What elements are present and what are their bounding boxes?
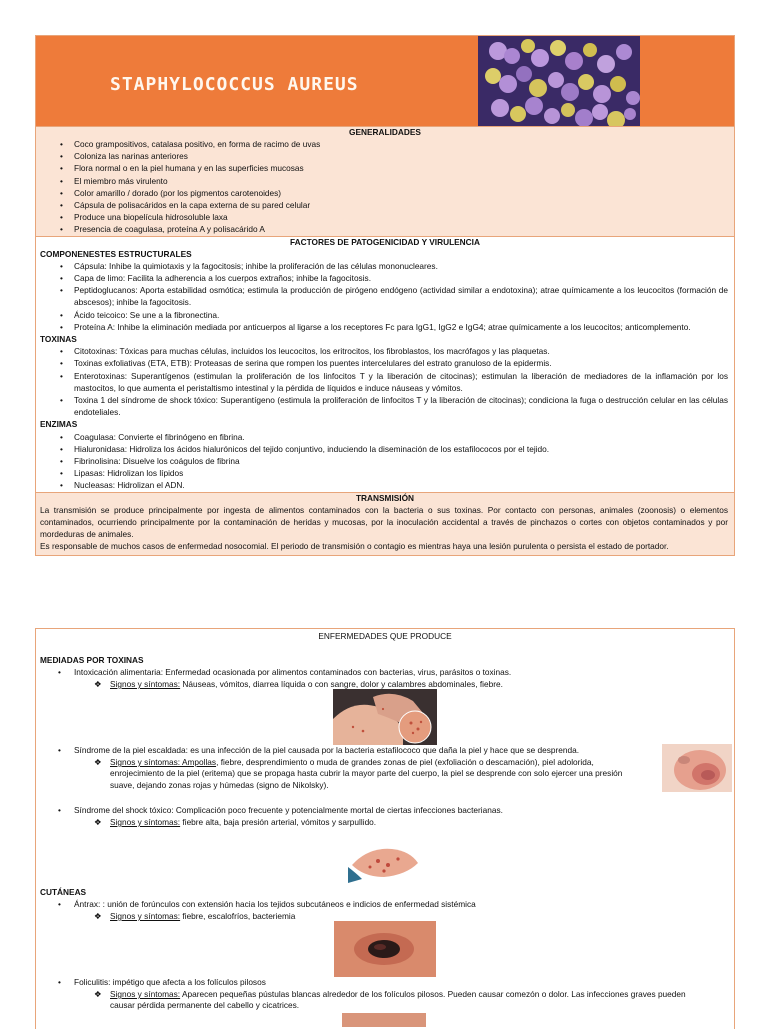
enfermedades-heading: ENFERMEDADES QUE PRODUCE bbox=[318, 631, 452, 641]
list-item: • Coagulasa: Convierte el fibrinógeno en fibrina. bbox=[36, 431, 728, 443]
symptoms-block bbox=[110, 757, 658, 791]
enzimas-heading: ENZIMAS bbox=[40, 419, 78, 430]
signos-label: Signos y síntomas: bbox=[110, 679, 181, 689]
intoxicacion-signos: Náuseas, vómitos, diarrea líquida o con sangre, dolor y calambres abdominales, fiebre. bbox=[180, 679, 503, 689]
diamond-bullet-icon: ❖ bbox=[94, 911, 102, 921]
list-item: • Citotoxinas: Tóxicas para muchas células, incluidos los leucocitos, los eritrocitos, los fibroblastos, los macrófagos y las plaquetas. bbox=[36, 345, 728, 357]
list-item bbox=[36, 899, 734, 911]
piel-signos-line: suave, dejando zonas rojas y húmedas (signo de Nikolsky). bbox=[110, 779, 329, 790]
list-item: • Flora normal o en la piel humana y en las superficies mucosas bbox=[36, 162, 728, 174]
enfermedades-table bbox=[35, 628, 735, 1029]
list-item: • Color amarillo / dorado (por los pigmentos carotenoides) bbox=[36, 187, 728, 199]
info-table bbox=[35, 35, 735, 556]
shock-toxico-title: Síndrome del shock tóxico: Complicación poco frecuente y potencialmente mortal de ciertas infecciones bacterianas. bbox=[74, 805, 503, 815]
title-banner bbox=[36, 36, 734, 126]
foliculitis-title: Foliculitis: impétigo que afecta a los folículos pilosos bbox=[74, 977, 266, 987]
list-item: • Toxinas exfoliativas (ETA, ETB): Proteasas de serina que rompen los puentes intercelulares del estrato granuloso de la epidermis. bbox=[36, 357, 728, 369]
transmision-section bbox=[36, 492, 734, 555]
foliculitis-signos-line: causar pérdida permanente del cabello y cicatrices. bbox=[110, 1000, 300, 1011]
list-item: • Hialuronidasa: Hidroliza los ácidos hialurónicos del tejido conjuntivo, induciendo la diseminación de los estafilococos por el tejido. bbox=[36, 443, 728, 455]
list-item: • Nucleasas: Hidrolizan el ADN. bbox=[36, 479, 728, 491]
list-item bbox=[36, 989, 734, 1013]
list-item: • Enterotoxinas: Superantígenos (estimulan la proliferación de los linfocitos T y la liberación de citocinas); estimulan la liberación de mediadores de la inflamación por los mastocitos, lo que aumenta el peristaltismo intestinal y la pérdida de líquidos e induce náuseas y vómitos. bbox=[36, 370, 728, 394]
factores-section bbox=[36, 236, 734, 492]
signos-label: Signos y síntomas: bbox=[110, 911, 181, 921]
toxinas-mediadas-heading: MEDIADAS POR TOXINAS bbox=[40, 655, 144, 665]
list-item: • Cápsula: Inhibe la quimiotaxis y la fagocitosis; inhibe la proliferación de las células mononucleares. bbox=[36, 260, 728, 272]
factores-heading: FACTORES DE PATOGENICIDAD Y VIRULENCIA bbox=[290, 236, 480, 247]
signos-label: Signos y síntomas: bbox=[110, 989, 181, 999]
toxinas-heading: TOXINAS bbox=[40, 334, 77, 345]
scalded-skin-image bbox=[662, 744, 732, 792]
page-title: STAPHYLOCOCCUS AUREUS bbox=[110, 74, 359, 95]
piel-signos-line: , fiebre, desprendimiento o muda de grandes zonas de piel (exfoliación o descamación), piel adolorida, bbox=[216, 757, 594, 767]
list-item: • Toxina 1 del síndrome de shock tóxico: Superantígeno (estimula la proliferación de linfocitos T y la liberación de citocinas); condiciona la fuga o destrucción celular en las células endoteliales. bbox=[36, 394, 728, 418]
symptoms-line bbox=[110, 911, 295, 922]
transmision-paragraph: La transmisión se produce principalmente por ingesta de alimentos contaminados con la bacteria o sus toxinas. Por contacto con personas, animales (zoonosis) o elementos contaminados, ocurriendo principalmente por la contaminación de heridas y mucosas, por la inoculación accidental a través de pinchazos o cortes con objetos contaminados y por mordeduras de animales. bbox=[40, 504, 728, 540]
hands-rash-image bbox=[333, 689, 437, 745]
shock-signos: fiebre alta, baja presión arterial, vómitos y sarpullido. bbox=[180, 817, 377, 827]
diamond-bullet-icon: ❖ bbox=[94, 817, 102, 827]
signos-label: Signos y síntomas: Ampollas bbox=[110, 757, 217, 767]
bullet-icon: • bbox=[58, 977, 61, 987]
list-item: • Presencia de coagulasa, proteína A y polisacárido A bbox=[36, 223, 728, 235]
list-item: • Capa de limo: Facilita la adherencia a los cuerpos extraños; inhibe la fagocitosis. bbox=[36, 272, 728, 284]
bullet-icon: • bbox=[58, 745, 61, 755]
list-item: • Lipasas: Hidrolizan los lípidos bbox=[36, 467, 728, 479]
generalidades-list bbox=[36, 138, 734, 236]
list-item: • Cápsula de polisacáridos en la capa externa de su pared celular bbox=[36, 199, 728, 211]
cutaneas-heading: CUTÁNEAS bbox=[40, 887, 87, 897]
generalidades-heading: GENERALIDADES bbox=[349, 127, 421, 137]
transmision-paragraph-2: Es responsable de muchos casos de enfermedad nosocomial. El periodo de transmisión o contagio es mientras haya una lesión purulenta o persista el estado de portador. bbox=[40, 541, 669, 552]
list-item bbox=[36, 745, 734, 757]
bullet-icon: • bbox=[58, 805, 61, 815]
list-item: • Coloniza las narinas anteriores bbox=[36, 150, 728, 162]
diamond-bullet-icon: ❖ bbox=[94, 679, 102, 689]
antrax-title: Ántrax: : unión de forúnculos con extensión hacia los tejidos subcutáneos e indicios de enfermedad sistémica bbox=[74, 899, 476, 909]
symptoms-block bbox=[110, 989, 730, 1012]
transmision-heading: TRANSMISIÓN bbox=[355, 492, 415, 503]
list-item: • Ácido teicoico: Se une a la fibronectina. bbox=[36, 309, 728, 321]
list-item: • Produce una biopelícula hidrosoluble laxa bbox=[36, 211, 728, 223]
piel-escaldada-title: Síndrome de la piel escaldada: es una infección de la piel causada por la bacteria estafilococo que daña la piel y hace que se desprenda. bbox=[74, 745, 580, 755]
list-item bbox=[36, 977, 734, 989]
enzimas-list bbox=[36, 431, 734, 492]
componentes-heading: COMPONENESTES ESTRUCTURALES bbox=[40, 248, 192, 259]
diamond-bullet-icon: ❖ bbox=[94, 989, 102, 999]
antrax-signos: fiebre, escalofríos, bacteriemia bbox=[180, 911, 296, 921]
generalidades-section bbox=[36, 126, 734, 236]
bullet-icon: • bbox=[58, 899, 61, 909]
folliculitis-image bbox=[342, 1013, 426, 1027]
bacteria-micrograph-image bbox=[478, 36, 640, 126]
list-item: • Fibrinolisina: Disuelve los coágulos de fibrina bbox=[36, 455, 728, 467]
componentes-list bbox=[36, 260, 734, 333]
signos-label: Signos y síntomas: bbox=[110, 817, 181, 827]
foliculitis-signos-line: Aparecen pequeñas pústulas blancas alrededor de los folículos pilosos. Pueden causar comezón o dolor. Las infecciones graves pueden bbox=[180, 989, 686, 999]
piel-signos-line: enrojecimiento de la piel (eritema) que se propaga hasta cubrir la mayor parte del cuerpo, la piel se desprende con solo ejercer una presión bbox=[110, 768, 623, 779]
list-item bbox=[36, 757, 656, 793]
list-item: • Coco grampositivos, catalasa positivo, en forma de racimo de uvas bbox=[36, 138, 728, 150]
diamond-bullet-icon: ❖ bbox=[94, 757, 102, 767]
list-item: • El miembro más virulento bbox=[36, 175, 728, 187]
palm-rash-image bbox=[348, 827, 422, 883]
toxinas-list bbox=[36, 345, 734, 418]
symptoms-line bbox=[110, 817, 376, 828]
bullet-icon: • bbox=[58, 667, 61, 677]
anthrax-lesion-image bbox=[334, 921, 436, 977]
list-item: • Proteína A: Inhibe la eliminación mediada por anticuerpos al ligarse a los receptores Fc para IgG1, IgG2 e IgG4; atrae químicamente a los leucocitos; anticomplemento. bbox=[36, 321, 728, 333]
list-item bbox=[36, 805, 734, 817]
list-item bbox=[36, 667, 734, 679]
intoxicacion-title: Intoxicación alimentaria: Enfermedad ocasionada por alimentos contaminados con bacterias, virus, parásitos o toxinas. bbox=[74, 667, 512, 677]
list-item: • Peptidoglucanos: Aporta estabilidad osmótica; estimula la producción de pirógeno endógeno (actividad similar a endotoxina); atrae químicamente a los leucocitos (formación de abscesos); inhibe la fagocitosis. bbox=[36, 284, 728, 308]
symptoms-line bbox=[110, 679, 503, 690]
